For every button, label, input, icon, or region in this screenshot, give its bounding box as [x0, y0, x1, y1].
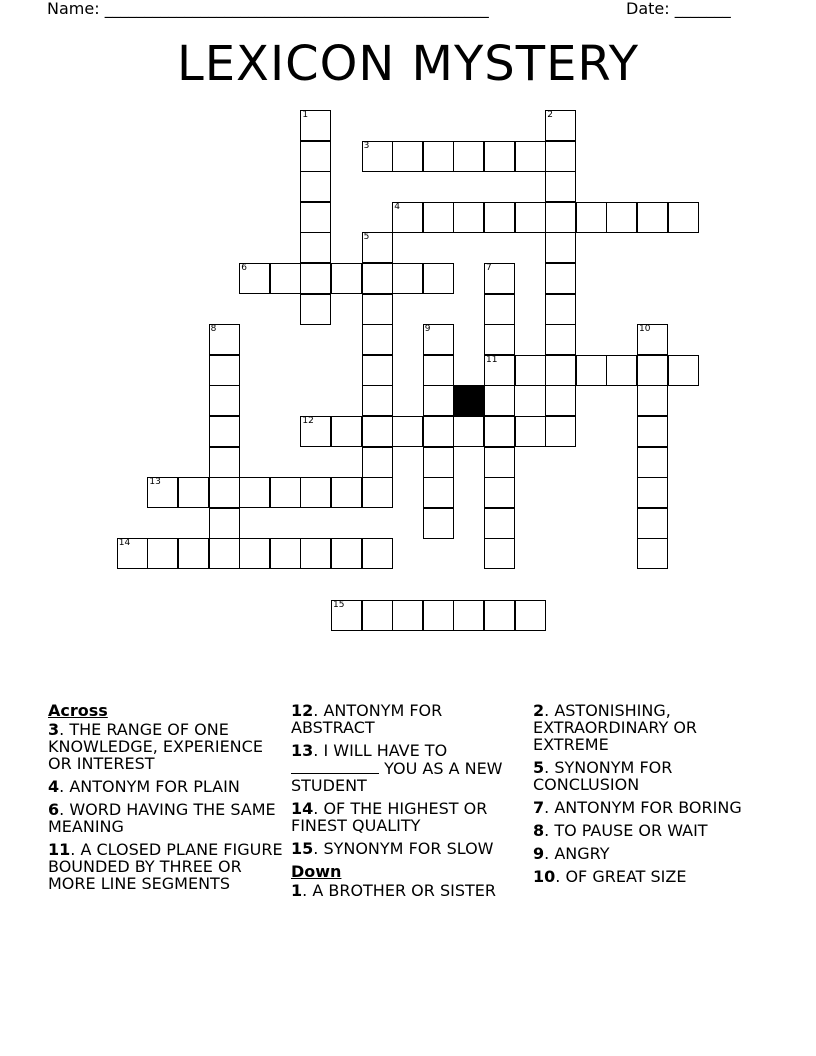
name-line: ________________________________________________	[104, 0, 489, 18]
grid-cell[interactable]	[362, 355, 393, 386]
grid-cell[interactable]	[300, 110, 331, 141]
grid-cell[interactable]	[300, 538, 331, 569]
grid-cell[interactable]	[423, 324, 454, 355]
clue-down-10: 10. OF GREAT SIZE	[533, 867, 687, 886]
grid-cell[interactable]	[484, 508, 515, 539]
grid-cell[interactable]	[484, 355, 515, 386]
grid-cell[interactable]	[423, 447, 454, 478]
grid-cell[interactable]	[576, 202, 607, 233]
black-cell	[453, 385, 484, 416]
grid-cell[interactable]	[270, 538, 301, 569]
grid-cell[interactable]	[209, 447, 240, 478]
grid-cell[interactable]	[362, 447, 393, 478]
grid-cell[interactable]	[362, 324, 393, 355]
grid-cell[interactable]	[637, 355, 668, 386]
clues-column-3	[533, 702, 773, 891]
clue-number: 2	[547, 110, 553, 120]
grid-cell[interactable]	[484, 538, 515, 569]
grid-cell[interactable]	[331, 416, 362, 447]
grid-cell[interactable]	[484, 477, 515, 508]
grid-cell[interactable]	[117, 538, 148, 569]
grid-cell[interactable]	[209, 416, 240, 447]
grid-cell[interactable]	[545, 385, 576, 416]
grid-cell[interactable]	[545, 263, 576, 294]
grid-cell[interactable]	[423, 202, 454, 233]
grid-cell[interactable]	[484, 294, 515, 325]
grid-cell[interactable]	[637, 447, 668, 478]
grid-cell[interactable]	[423, 477, 454, 508]
clue-number: 5	[363, 232, 370, 243]
grid-cell[interactable]	[300, 202, 331, 233]
grid-cell[interactable]	[209, 477, 240, 508]
grid-cell[interactable]	[239, 477, 270, 508]
grid-cell[interactable]	[453, 141, 484, 172]
grid-cell[interactable]	[484, 324, 515, 355]
grid-cell[interactable]	[423, 508, 454, 539]
grid-cell[interactable]	[209, 355, 240, 386]
clue-number: 11	[486, 354, 498, 365]
grid-cell[interactable]	[606, 355, 637, 386]
clue-across-11: 11. A CLOSED PLANE FIGURE BOUNDED BY THREE OR MORE LINE SEGMENTS	[48, 840, 283, 893]
clue-number: 12	[302, 416, 314, 426]
grid-cell[interactable]	[423, 385, 454, 416]
grid-cell[interactable]	[300, 232, 331, 263]
grid-cell[interactable]	[362, 477, 393, 508]
grid-cell[interactable]	[545, 355, 576, 386]
down-heading: Down	[291, 862, 342, 881]
clue-number: 8	[210, 324, 217, 335]
clue-number: 4	[394, 201, 400, 212]
grid-cell[interactable]	[484, 385, 515, 416]
grid-cell[interactable]	[423, 355, 454, 386]
grid-cell[interactable]	[515, 355, 546, 386]
grid-cell[interactable]	[545, 232, 576, 263]
grid-cell[interactable]	[209, 508, 240, 539]
date-line: _______	[674, 0, 731, 18]
clues-column-1	[48, 702, 284, 898]
answer-blank	[291, 759, 379, 774]
clue-across-13: 13. I WILL HAVE TO YOU AS A NEW STUDENT	[291, 741, 503, 795]
grid-cell[interactable]	[147, 477, 178, 508]
grid-cell[interactable]	[545, 294, 576, 325]
grid-cell[interactable]	[545, 202, 576, 233]
clue-across-14: 14. OF THE HIGHEST OR FINEST QUALITY	[291, 799, 488, 835]
grid-cell[interactable]	[484, 141, 515, 172]
grid-cell[interactable]	[423, 263, 454, 294]
clue-down-9: 9. ANGRY	[533, 844, 610, 863]
grid-cell[interactable]	[362, 538, 393, 569]
grid-cell[interactable]	[668, 202, 699, 233]
clue-number: 14	[118, 538, 131, 549]
clue-across-4: 4. ANTONYM FOR PLAIN	[48, 777, 240, 796]
grid-cell[interactable]	[484, 202, 515, 233]
grid-cell[interactable]	[637, 416, 668, 447]
grid-cell[interactable]	[515, 416, 546, 447]
grid-cell[interactable]	[392, 263, 423, 294]
grid-cell[interactable]	[545, 416, 576, 447]
clue-down-1: 1. A BROTHER OR SISTER	[291, 881, 496, 900]
clue-number: 9	[424, 324, 431, 335]
grid-cell[interactable]	[423, 416, 454, 447]
grid-cell[interactable]	[362, 232, 393, 263]
grid-cell[interactable]	[423, 141, 454, 172]
grid-cell[interactable]	[300, 416, 331, 447]
grid-cell[interactable]	[209, 538, 240, 569]
date-label: Date:	[626, 0, 670, 18]
grid-cell[interactable]	[484, 600, 515, 631]
grid-cell[interactable]	[423, 600, 454, 631]
grid-cell[interactable]	[362, 385, 393, 416]
grid-cell[interactable]	[331, 538, 362, 569]
across-heading: Across	[48, 701, 108, 720]
grid-cell[interactable]	[300, 294, 331, 325]
grid-cell[interactable]	[637, 508, 668, 539]
grid-cell[interactable]	[637, 477, 668, 508]
clue-number: 10	[639, 324, 651, 335]
grid-cell[interactable]	[668, 355, 699, 386]
grid-cell[interactable]	[300, 263, 331, 294]
grid-cell[interactable]	[362, 263, 393, 294]
clue-across-12: 12. ANTONYM FOR ABSTRACT	[291, 701, 443, 737]
grid-cell[interactable]	[362, 294, 393, 325]
clue-down-2: 2. ASTONISHING, EXTRAORDINARY OR EXTREME	[533, 701, 698, 754]
grid-cell[interactable]	[331, 263, 362, 294]
grid-cell[interactable]	[362, 141, 393, 172]
grid-cell[interactable]	[453, 600, 484, 631]
grid-cell[interactable]	[239, 263, 270, 294]
grid-cell[interactable]	[545, 171, 576, 202]
grid-cell[interactable]	[209, 324, 240, 355]
grid-cell[interactable]	[606, 202, 637, 233]
grid-cell[interactable]	[209, 385, 240, 416]
grid-cell[interactable]	[637, 538, 668, 569]
grid-cell[interactable]	[392, 600, 423, 631]
grid-cell[interactable]	[362, 600, 393, 631]
grid-cell[interactable]	[300, 171, 331, 202]
grid-cell[interactable]	[515, 202, 546, 233]
grid-cell[interactable]	[484, 447, 515, 478]
clue-number: 3	[363, 140, 370, 151]
grid-cell[interactable]	[637, 324, 668, 355]
clue-number: 13	[149, 477, 161, 488]
clue-down-8: 8. TO PAUSE OR WAIT	[533, 821, 708, 840]
grid-cell[interactable]	[484, 416, 515, 447]
grid-cell[interactable]	[392, 416, 423, 447]
grid-cell[interactable]	[300, 141, 331, 172]
grid-cell[interactable]	[515, 600, 546, 631]
grid-cell[interactable]	[270, 263, 301, 294]
clue-down-5: 5. SYNONYM FOR CONCLUSION	[533, 758, 673, 794]
grid-cell[interactable]	[331, 600, 362, 631]
clue-number: 1	[302, 110, 309, 120]
clue-down-7: 7. ANTONYM FOR BORING	[533, 798, 742, 817]
grid-cell[interactable]	[178, 477, 209, 508]
grid-cell[interactable]	[484, 263, 515, 294]
clue-across-6: 6. WORD HAVING THE SAME MEANING	[48, 800, 276, 836]
grid-cell[interactable]	[392, 141, 423, 172]
grid-cell[interactable]	[362, 416, 393, 447]
grid-cell[interactable]	[239, 538, 270, 569]
grid-cell[interactable]	[453, 416, 484, 447]
clue-number: 15	[333, 599, 345, 610]
grid-cell[interactable]	[637, 385, 668, 416]
grid-cell[interactable]	[453, 202, 484, 233]
grid-cell[interactable]	[300, 477, 331, 508]
clue-across-15: 15. SYNONYM FOR SLOW	[291, 839, 494, 858]
grid-cell[interactable]	[392, 202, 423, 233]
clue-number: 7	[486, 263, 492, 273]
grid-cell[interactable]	[545, 110, 576, 141]
grid-cell[interactable]	[637, 202, 668, 233]
grid-cell[interactable]	[270, 477, 301, 508]
grid-cell[interactable]	[576, 355, 607, 386]
clues-column-2	[291, 702, 523, 905]
grid-cell[interactable]	[515, 141, 546, 172]
grid-cell[interactable]	[147, 538, 178, 569]
name-label: Name:	[47, 0, 100, 18]
grid-cell[interactable]	[545, 141, 576, 172]
clue-number: 6	[241, 263, 247, 273]
grid-cell[interactable]	[178, 538, 209, 569]
grid-cell[interactable]	[331, 477, 362, 508]
page-title: LEXICON MYSTERY	[176, 36, 640, 92]
grid-cell[interactable]	[545, 324, 576, 355]
clue-across-3: 3. THE RANGE OF ONE KNOWLEDGE, EXPERIENCE OR INTEREST	[48, 720, 263, 773]
